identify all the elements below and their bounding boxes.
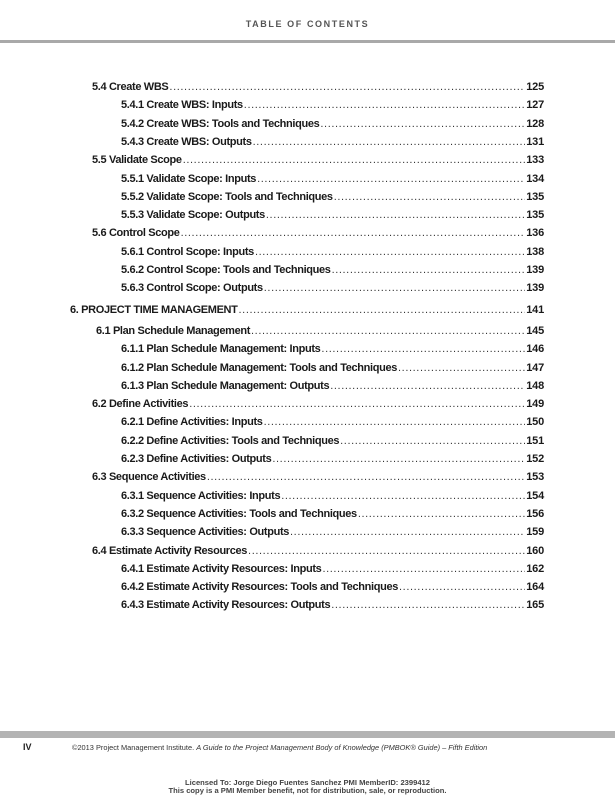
- toc-entry[interactable]: [121, 341, 544, 357]
- dot-leader: [255, 244, 525, 260]
- dot-leader: [290, 524, 525, 540]
- toc-entry[interactable]: [121, 579, 544, 595]
- toc-entry[interactable]: [121, 414, 544, 430]
- dot-leader: [264, 280, 525, 296]
- toc-entry[interactable]: [121, 189, 544, 205]
- toc-entry-title: 5.6 Control Scope: [92, 227, 180, 240]
- toc-entry-title: 5.6.2 Control Scope: Tools and Techniques: [121, 264, 331, 276]
- toc-entry-title: 6.1.2 Plan Schedule Management: Tools and Techniques: [121, 361, 398, 374]
- toc-entry-title: 6.2.3 Define Activities: Outputs: [121, 453, 272, 465]
- toc-entry-title: 6.4 Estimate Activity Resources: [92, 544, 248, 557]
- toc-entry-page: 139: [526, 264, 544, 276]
- toc-entry-page: 153: [526, 471, 544, 484]
- toc-entry-page: 131: [526, 135, 544, 148]
- dot-leader: [266, 207, 525, 223]
- toc-entry[interactable]: [121, 116, 544, 132]
- toc-entry-title: 6.4.2 Estimate Activity Resources: Tools and Techniques: [121, 581, 399, 594]
- toc-entry[interactable]: [121, 207, 544, 223]
- dot-leader: [253, 134, 526, 150]
- toc-entry-title: 5.5.1 Validate Scope: Inputs: [121, 172, 257, 185]
- toc-entry-title: 6.1.1 Plan Schedule Management: Inputs: [121, 343, 321, 356]
- toc-entry[interactable]: [70, 302, 544, 318]
- license-line-1: Licensed To: Jorge Diego Fuentes Sanchez PMI MemberID: 2399412: [184, 778, 431, 787]
- toc-entry-page: 151: [526, 434, 544, 447]
- footer-copyright-line: [72, 743, 602, 752]
- toc-entry-page: 150: [526, 416, 544, 429]
- toc-entry-title: 5.4.2 Create WBS: Tools and Techniques: [121, 117, 320, 130]
- dot-leader: [398, 360, 525, 376]
- toc-entry-page: 135: [526, 209, 544, 222]
- toc-entry-page: 139: [526, 282, 544, 295]
- header-title: TABLE OF CONTENTS: [245, 19, 370, 29]
- toc-entry-title: 6.4.3 Estimate Activity Resources: Outputs: [121, 599, 331, 612]
- toc-entry-page: 134: [526, 172, 544, 185]
- toc-entry-title: 5.5.2 Validate Scope: Tools and Techniques: [121, 190, 333, 203]
- toc-entry-page: 165: [526, 599, 544, 612]
- copyright-text: ©2013 Project Management Institute.: [72, 743, 195, 752]
- toc-entry[interactable]: [121, 488, 544, 504]
- toc-entry[interactable]: [92, 469, 544, 485]
- dot-leader: [331, 597, 525, 613]
- toc-entry[interactable]: [121, 561, 544, 577]
- toc-entry-title: 5.6.3 Control Scope: Outputs: [121, 282, 263, 295]
- toc-entry[interactable]: [121, 134, 544, 150]
- book-title: A Guide to the Project Management Body of Knowledge (PMBOK® Guide) – Fifth Edition: [196, 743, 488, 752]
- dot-leader: [248, 543, 525, 559]
- toc-entry-title: 6.3.2 Sequence Activities: Tools and Techniques: [121, 507, 357, 520]
- toc-entry-page: 164: [526, 581, 544, 594]
- dot-leader: [399, 579, 525, 595]
- dot-leader: [251, 323, 525, 339]
- dot-leader: [321, 341, 525, 357]
- toc-entry-title: 5.5.3 Validate Scope: Outputs: [121, 209, 265, 222]
- footer-rule: [0, 731, 615, 738]
- toc-entry[interactable]: [121, 360, 544, 376]
- dot-leader: [207, 469, 525, 485]
- toc-entry[interactable]: [121, 524, 544, 540]
- header-rule: [0, 40, 615, 43]
- dot-leader: [340, 433, 525, 449]
- toc-entry-page: 136: [526, 227, 544, 240]
- dot-leader: [322, 561, 525, 577]
- toc-entry[interactable]: [121, 262, 544, 278]
- license-line-2: This copy is a PMI Member benefit, not for distribution, sale, or reproduction.: [168, 786, 447, 795]
- toc-entry[interactable]: [121, 597, 544, 613]
- toc-entry-title: 6. PROJECT TIME MANAGEMENT: [70, 303, 238, 316]
- toc-entry-page: 127: [526, 99, 544, 112]
- dot-leader: [272, 451, 525, 467]
- toc-entry[interactable]: [92, 79, 544, 95]
- toc-entry-page: 149: [526, 398, 544, 411]
- toc-entry-title: 5.6.1 Control Scope: Inputs: [121, 245, 254, 258]
- toc-entry[interactable]: [92, 543, 544, 559]
- toc-entry[interactable]: [96, 323, 544, 339]
- toc-entry-page: 156: [526, 507, 544, 520]
- dot-leader: [358, 506, 525, 522]
- toc-entry[interactable]: [121, 433, 544, 449]
- toc-entry-title: 6.2 Define Activities: [92, 398, 189, 411]
- dot-leader: [183, 152, 526, 168]
- toc-entry-title: 5.4 Create WBS: [92, 81, 169, 93]
- toc-entry[interactable]: [121, 506, 544, 522]
- dot-leader: [320, 116, 525, 132]
- toc-entry[interactable]: [121, 244, 544, 260]
- toc-entry-page: 128: [526, 117, 544, 130]
- toc-entry-page: 135: [526, 190, 544, 203]
- toc-entry-page: 154: [526, 489, 544, 502]
- toc-entry[interactable]: [121, 451, 544, 467]
- toc-entry-page: 146: [526, 343, 544, 356]
- toc-entry-title: 6.1.3 Plan Schedule Management: Outputs: [121, 379, 330, 392]
- toc-entry-page: 125: [526, 81, 544, 93]
- dot-leader: [169, 79, 525, 95]
- dot-leader: [239, 302, 526, 318]
- toc-entry-title: 6.2.1 Define Activities: Inputs: [121, 416, 263, 429]
- toc-entry-page: 141: [526, 303, 544, 316]
- toc-entry-page: 148: [526, 379, 544, 392]
- toc-entry-title: 6.4.1 Estimate Activity Resources: Inputs: [121, 562, 322, 575]
- toc-entry[interactable]: [92, 225, 544, 241]
- toc-entry-title: 6.2.2 Define Activities: Tools and Techniques: [121, 434, 340, 447]
- toc-entry-page: 159: [526, 526, 544, 539]
- dot-leader: [244, 97, 525, 113]
- dot-leader: [330, 378, 525, 394]
- toc-entry-page: 152: [526, 453, 544, 465]
- toc-entry[interactable]: [121, 171, 544, 187]
- toc-entry[interactable]: [121, 280, 544, 296]
- toc-entry[interactable]: [92, 152, 544, 168]
- page-number: IV: [23, 742, 32, 752]
- toc-entry[interactable]: [121, 97, 544, 113]
- toc-entry-page: 133: [526, 154, 544, 167]
- toc-entry-title: 6.3.3 Sequence Activities: Outputs: [121, 526, 290, 539]
- toc-entry-title: 5.4.3 Create WBS: Outputs: [121, 135, 252, 148]
- toc-entry-title: 5.5 Validate Scope: [92, 154, 182, 167]
- dot-leader: [281, 488, 525, 504]
- license-notice: [0, 779, 615, 795]
- toc-entry-title: 6.3 Sequence Activities: [92, 471, 206, 484]
- dot-leader: [189, 396, 525, 412]
- toc-entry-page: 162: [526, 562, 544, 575]
- dot-leader: [181, 225, 526, 241]
- toc-entry-page: 138: [526, 245, 544, 258]
- toc-entry-title: 6.1 Plan Schedule Management: [96, 324, 251, 337]
- toc-entry-page: 145: [526, 324, 544, 337]
- dot-leader: [334, 189, 526, 205]
- toc-entry-page: 160: [526, 544, 544, 557]
- toc-entry[interactable]: [92, 396, 544, 412]
- toc-entry-title: 6.3.1 Sequence Activities: Inputs: [121, 489, 281, 502]
- toc-entry[interactable]: [121, 378, 544, 394]
- toc-entry-page: 147: [526, 361, 544, 374]
- dot-leader: [332, 262, 526, 278]
- dot-leader: [257, 171, 525, 187]
- dot-leader: [264, 414, 526, 430]
- toc-entry-title: 5.4.1 Create WBS: Inputs: [121, 99, 243, 112]
